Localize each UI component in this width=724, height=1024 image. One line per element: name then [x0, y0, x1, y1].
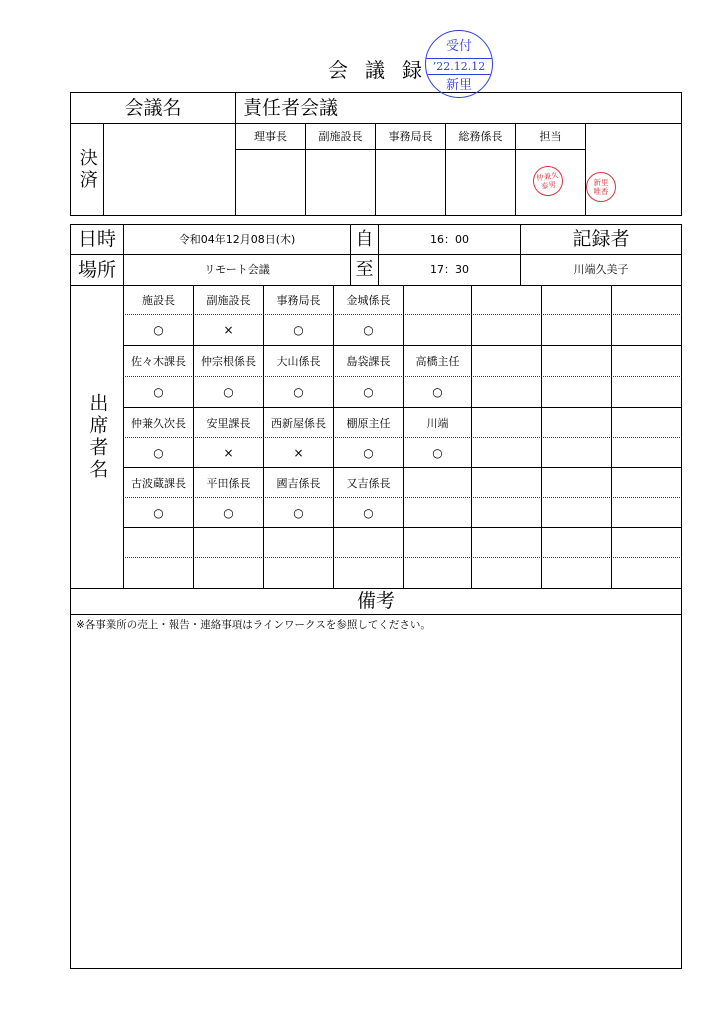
attendee-name-cell: [611, 407, 682, 437]
attendee-name-cell: 島袋課長: [333, 345, 404, 376]
seal-text: 泰男: [540, 179, 557, 191]
attendance-mark-cell: [403, 314, 472, 346]
remarks-body: [70, 614, 682, 969]
attendance-mark-cell: ○: [263, 376, 334, 408]
seal-text: 仲兼久: [535, 170, 560, 183]
attendance-mark-cell: ○: [263, 497, 334, 528]
attendee-name-cell: [611, 345, 682, 376]
to-label: 至: [350, 254, 379, 286]
attendance-mark-cell: ○: [123, 376, 194, 408]
attendee-name-cell: 事務局長: [263, 285, 334, 314]
attendee-name-cell: [611, 285, 682, 314]
date-value: 令和04年12月08日(木): [123, 224, 351, 255]
recorder-label: 記録者: [520, 224, 682, 255]
attendee-name-cell: 仲宗根係長: [193, 345, 264, 376]
receipt-stamp-label: 受付: [445, 39, 472, 54]
approval-box-vice-director: [305, 149, 376, 216]
attendance-mark-cell: ○: [403, 437, 472, 468]
receipt-stamp-date: ’22.12.12: [425, 58, 493, 75]
approval-box-chairman: [235, 149, 306, 216]
place-value: リモート会議: [123, 254, 351, 286]
approval-box-general-affairs: [445, 149, 516, 216]
attendance-mark-cell: [123, 557, 194, 589]
attendance-mark-cell: ○: [193, 376, 264, 408]
attendance-mark-cell: ○: [333, 497, 404, 528]
attendance-mark-cell: [541, 497, 612, 528]
attendance-mark-cell: [471, 557, 542, 589]
attendance-mark-cell: [541, 376, 612, 408]
remarks-note: ※各事業所の売上・報告・連絡事項はラインワークスを参照してください。: [76, 619, 431, 631]
approval-header-person-in-charge: 担当: [515, 123, 586, 150]
attendance-label: 出席者名: [86, 393, 109, 481]
attendee-name-cell: 安里課長: [193, 407, 264, 437]
attendance-mark-cell: ○: [123, 314, 194, 346]
attendee-name-cell: [611, 467, 682, 497]
receipt-stamp-name: 新里: [445, 78, 472, 93]
attendance-mark-cell: ○: [403, 376, 472, 408]
attendee-name-cell: 金城係長: [333, 285, 404, 314]
attendance-mark-cell: ×: [193, 437, 264, 468]
attendee-name-cell: [541, 527, 612, 557]
approval-header-secretary-general: 事務局長: [375, 123, 446, 150]
attendee-name-cell: [471, 407, 542, 437]
to-time: 17：30: [378, 254, 521, 286]
attendance-mark-cell: [403, 497, 472, 528]
page-title: 会議録: [328, 58, 439, 82]
attendee-name-cell: [611, 527, 682, 557]
attendance-mark-cell: [263, 557, 334, 589]
attendee-name-cell: 仲兼久次長: [123, 407, 194, 437]
attendee-name-cell: 高橋主任: [403, 345, 472, 376]
approval-extra-cell: [585, 123, 682, 216]
seal-stamp: [586, 172, 616, 202]
attendee-name-cell: [403, 527, 472, 557]
attendee-name-cell: 施設長: [123, 285, 194, 314]
attendance-mark-cell: [471, 497, 542, 528]
attendee-name-cell: 國吉係長: [263, 467, 334, 497]
attendee-name-cell: [471, 285, 542, 314]
seal-text: 新里: [593, 178, 609, 187]
attendance-mark-cell: [611, 497, 682, 528]
attendance-mark-cell: ○: [193, 497, 264, 528]
attendee-name-cell: [541, 285, 612, 314]
approval-label: 決済: [76, 147, 98, 192]
attendee-name-cell: [123, 527, 194, 557]
attendance-mark-cell: ○: [333, 437, 404, 468]
from-label: 自: [350, 224, 379, 255]
attendance-mark-cell: [611, 557, 682, 589]
attendance-label-cell: [70, 285, 124, 589]
attendance-mark-cell: [541, 314, 612, 346]
attendance-mark-cell: [193, 557, 264, 589]
attendee-name-cell: [263, 527, 334, 557]
approval-header-chairman: 理事長: [235, 123, 306, 150]
attendee-name-cell: 副施設長: [193, 285, 264, 314]
attendee-name-cell: 川端: [403, 407, 472, 437]
approval-blank-cell: [103, 123, 236, 216]
attendee-name-cell: 棚原主任: [333, 407, 404, 437]
attendee-name-cell: [193, 527, 264, 557]
attendance-mark-cell: ×: [193, 314, 264, 346]
attendee-name-cell: [403, 467, 472, 497]
place-label: 場所: [70, 254, 124, 286]
attendee-name-cell: 大山係長: [263, 345, 334, 376]
attendance-mark-cell: [471, 314, 542, 346]
receipt-stamp: [425, 30, 493, 98]
attendance-mark-cell: ○: [333, 314, 404, 346]
attendance-mark-cell: [403, 557, 472, 589]
attendance-mark-cell: ○: [123, 437, 194, 468]
attendee-name-cell: [541, 467, 612, 497]
attendance-mark-cell: ○: [333, 376, 404, 408]
attendee-name-cell: 平田係長: [193, 467, 264, 497]
recorder-name: 川端久美子: [520, 254, 682, 286]
attendee-name-cell: 西新屋係長: [263, 407, 334, 437]
approval-label-cell: [70, 123, 104, 216]
attendance-mark-cell: [541, 437, 612, 468]
attendance-mark-cell: [611, 376, 682, 408]
attendee-name-cell: [333, 527, 404, 557]
meeting-name-value: 責任者会議: [235, 92, 682, 124]
meeting-name-label: 会議名: [70, 92, 236, 124]
attendee-name-cell: [541, 345, 612, 376]
attendee-name-cell: [471, 467, 542, 497]
attendance-mark-cell: ○: [123, 497, 194, 528]
approval-box-secretary-general: [375, 149, 446, 216]
attendee-name-cell: 古波蔵課長: [123, 467, 194, 497]
approval-header-general-affairs: 総務係長: [445, 123, 516, 150]
attendance-mark-cell: [611, 314, 682, 346]
attendee-name-cell: [541, 407, 612, 437]
attendee-name-cell: 佐々木課長: [123, 345, 194, 376]
approval-header-vice-director: 副施設長: [305, 123, 376, 150]
attendance-mark-cell: [541, 557, 612, 589]
date-label: 日時: [70, 224, 124, 255]
attendee-name-cell: [403, 285, 472, 314]
attendee-name-cell: [471, 527, 542, 557]
attendee-name-cell: 又吉係長: [333, 467, 404, 497]
attendance-mark-cell: [471, 376, 542, 408]
attendee-name-cell: [471, 345, 542, 376]
attendance-mark-cell: [333, 557, 404, 589]
seal-text: 唯香: [593, 187, 609, 196]
remarks-label: 備考: [70, 588, 682, 615]
from-time: 16：00: [378, 224, 521, 255]
attendance-mark-cell: [611, 437, 682, 468]
attendance-mark-cell: ○: [263, 314, 334, 346]
attendance-mark-cell: ×: [263, 437, 334, 468]
attendance-mark-cell: [471, 437, 542, 468]
